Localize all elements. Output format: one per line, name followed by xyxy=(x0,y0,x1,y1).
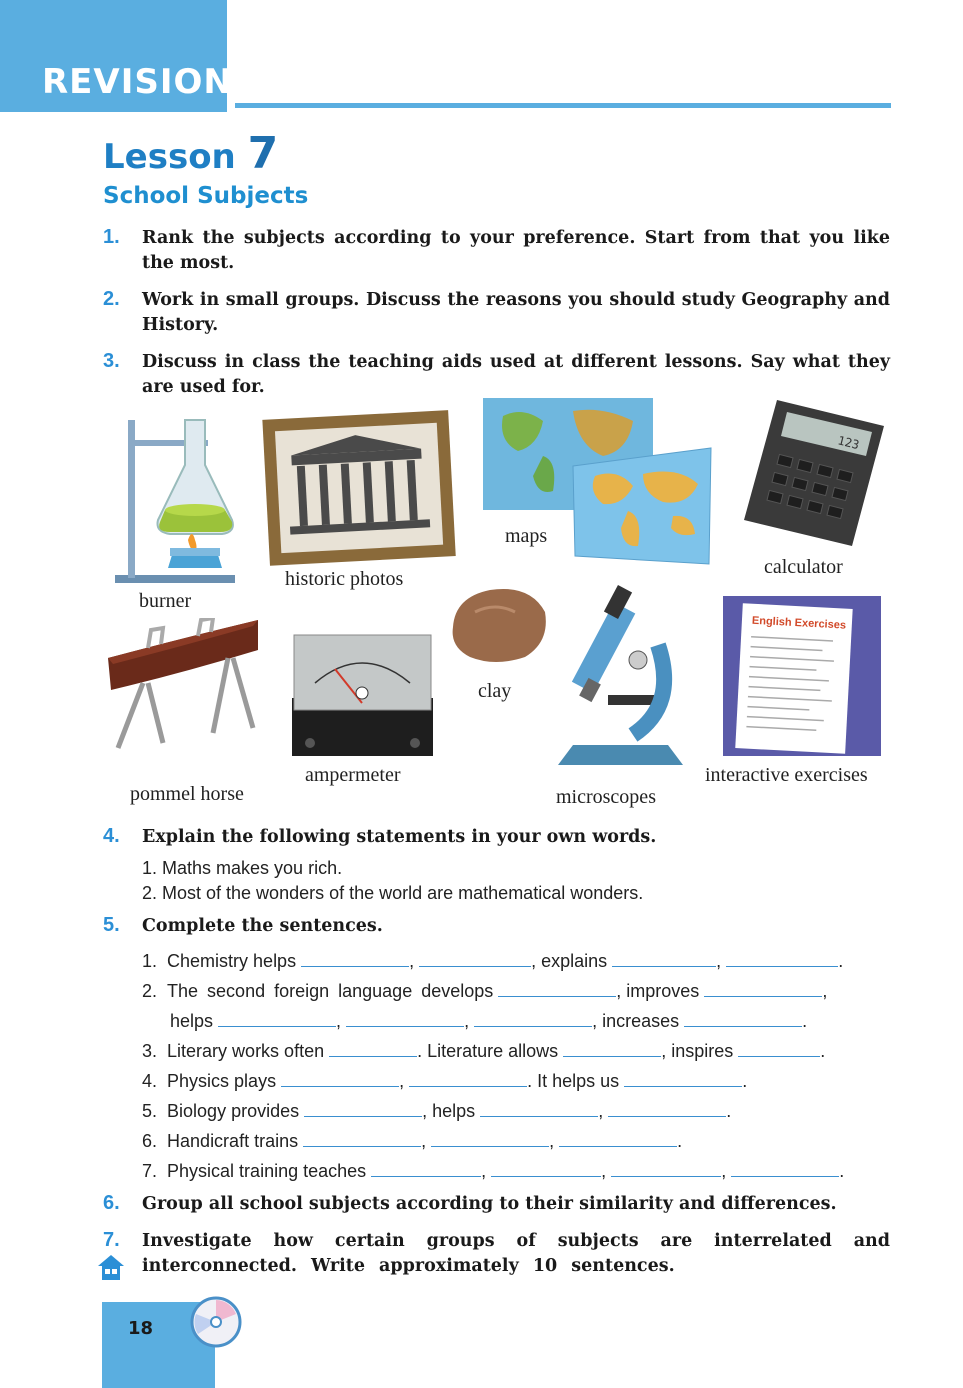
task-text: Explain the following statements in your own words. xyxy=(142,827,657,847)
sentence-line: 4. Physics plays , . It helps us . xyxy=(142,1071,748,1091)
caption-pommel-horse: pommel horse xyxy=(130,783,244,805)
section-label: REVISION xyxy=(42,62,233,102)
answer-blank[interactable] xyxy=(303,1132,421,1147)
lesson-number: 7 xyxy=(247,128,279,179)
statement: 1. Maths makes you rich. xyxy=(142,858,343,878)
answer-blank[interactable] xyxy=(304,1102,422,1117)
sentence-line: 5. Biology provides , helps , . xyxy=(142,1101,732,1121)
answer-blank[interactable] xyxy=(281,1072,399,1087)
statement: 2. Most of the wonders of the world are mathematical wonders. xyxy=(142,883,644,903)
task-number: 5. xyxy=(103,914,120,936)
answer-blank[interactable] xyxy=(431,1132,549,1147)
task-text: Complete the sentences. xyxy=(142,916,383,936)
sentence-line: 6. Handicraft trains , , . xyxy=(142,1131,683,1151)
clay-image xyxy=(445,582,550,667)
caption-calculator: calculator xyxy=(764,556,843,578)
task-text: Investigate how certain groups of subjects are interrelated and interconnected. Write approximately 10 sentences. xyxy=(142,1231,890,1276)
sentence-line: 3. Literary works often . Literature allows , inspires . xyxy=(142,1041,826,1061)
answer-blank[interactable] xyxy=(346,1012,464,1027)
answer-blank[interactable] xyxy=(704,982,822,997)
answer-blank[interactable] xyxy=(329,1042,417,1057)
historic-photos-image xyxy=(258,407,456,567)
task-number: 3. xyxy=(103,350,120,372)
caption-historic-photos: historic photos xyxy=(285,568,404,590)
task-number: 2. xyxy=(103,288,120,310)
answer-blank[interactable] xyxy=(419,952,531,967)
caption-microscopes: microscopes xyxy=(556,786,656,808)
sentence-line: 2. The second foreign language develops , improves , xyxy=(142,981,828,1001)
answer-blank[interactable] xyxy=(726,952,838,967)
task-number: 4. xyxy=(103,825,120,847)
answer-blank[interactable] xyxy=(684,1012,802,1027)
lesson-word: Lesson xyxy=(103,137,236,177)
answer-blank[interactable] xyxy=(612,952,716,967)
caption-maps: maps xyxy=(505,525,548,547)
burner-image xyxy=(110,410,240,585)
answer-blank[interactable] xyxy=(480,1102,598,1117)
microscopes-image xyxy=(548,585,693,775)
sentence-line: 7. Physical training teaches , , , . xyxy=(142,1161,845,1181)
header-rule xyxy=(235,103,891,108)
task-text: Rank the subjects according to your preference. Start from that you like the most. xyxy=(142,228,890,273)
sentence-line: 1. Chemistry helps , , explains , . xyxy=(142,951,844,971)
pommel-horse-image xyxy=(103,618,261,753)
answer-blank[interactable] xyxy=(611,1162,721,1177)
answer-blank[interactable] xyxy=(218,1012,336,1027)
sentence-line: helps , , , increases . xyxy=(170,1011,808,1031)
calculator-display: 123 xyxy=(836,433,861,453)
task-text: Group all school subjects according to their similarity and differences. xyxy=(142,1194,837,1214)
answer-blank[interactable] xyxy=(559,1132,677,1147)
task-number: 1. xyxy=(103,226,120,248)
answer-blank[interactable] xyxy=(474,1012,592,1027)
answer-blank[interactable] xyxy=(731,1162,839,1177)
caption-burner: burner xyxy=(139,590,192,612)
caption-interactive-exercises: interactive exercises xyxy=(705,764,868,786)
ampermeter-image xyxy=(290,633,435,758)
lesson-title xyxy=(103,128,278,179)
caption-clay: clay xyxy=(478,680,512,702)
answer-blank[interactable] xyxy=(301,952,409,967)
answer-blank[interactable] xyxy=(624,1072,742,1087)
task-text: Discuss in class the teaching aids used at different lessons. Say what they are used for. xyxy=(142,352,890,397)
answer-blank[interactable] xyxy=(563,1042,661,1057)
home-icon xyxy=(95,1252,127,1282)
task-number: 6. xyxy=(103,1192,120,1214)
answer-blank[interactable] xyxy=(371,1162,481,1177)
answer-blank[interactable] xyxy=(491,1162,601,1177)
page-number: 18 xyxy=(128,1318,154,1339)
calculator-image xyxy=(742,398,887,548)
answer-blank[interactable] xyxy=(498,982,616,997)
lesson-subtitle: School Subjects xyxy=(103,183,309,209)
task-number: 7. xyxy=(103,1229,120,1251)
caption-ampermeter: ampermeter xyxy=(305,764,401,786)
answer-blank[interactable] xyxy=(608,1102,726,1117)
answer-blank[interactable] xyxy=(409,1072,527,1087)
worksheet-title: English Exercises xyxy=(751,614,847,632)
cd-icon xyxy=(190,1296,242,1348)
interactive-exercises-image xyxy=(721,594,883,759)
task-text: Work in small groups. Discuss the reasons you should study Geography and History. xyxy=(142,290,890,335)
answer-blank[interactable] xyxy=(738,1042,820,1057)
